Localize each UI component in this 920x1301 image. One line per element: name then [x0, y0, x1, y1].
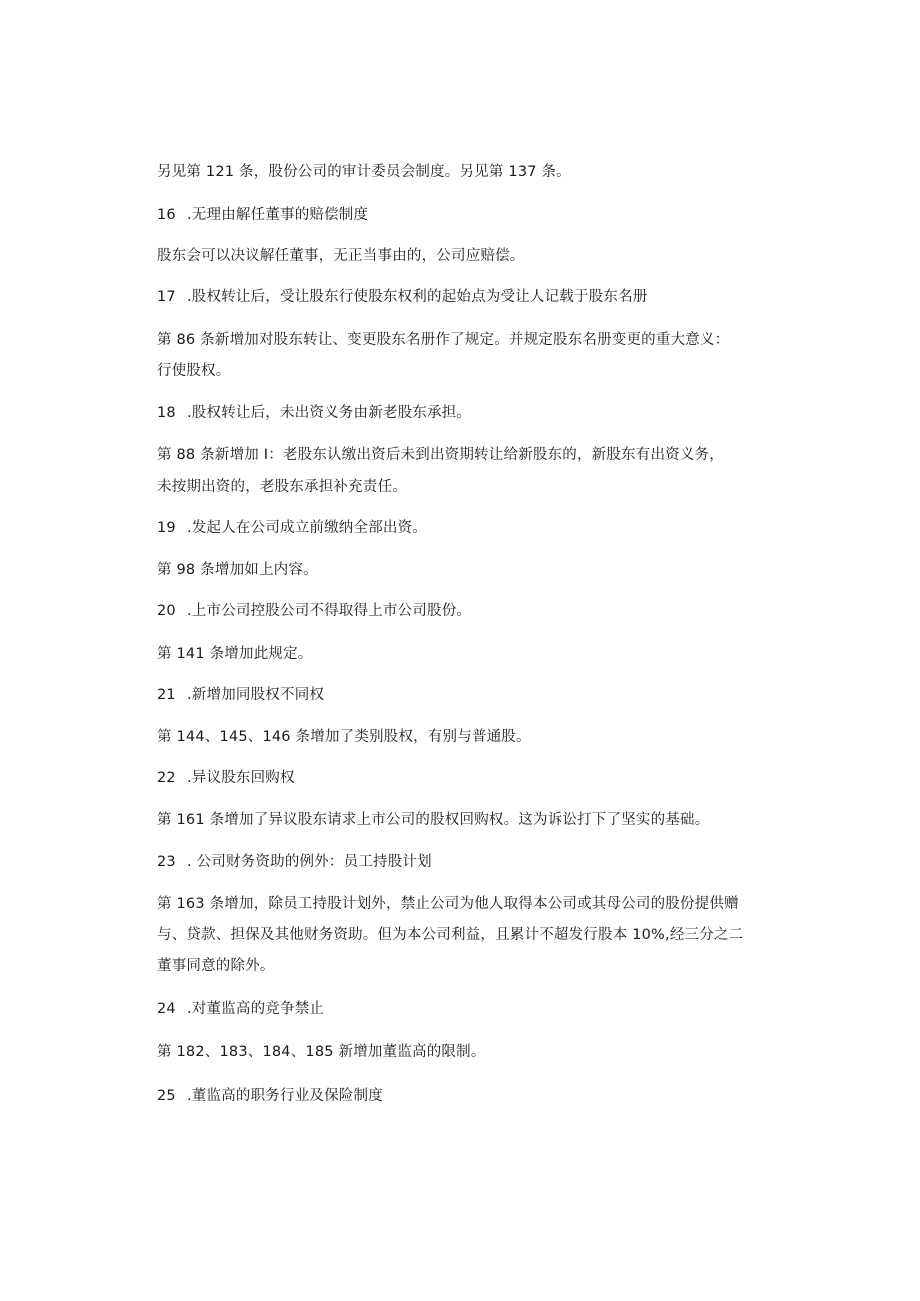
heading-number: 18: [157, 405, 176, 421]
section-heading-21: [157, 685, 324, 705]
section-heading-17: [157, 287, 648, 307]
paragraph-line: 第 88 条新增加 I：老股东认缴出资后未到出资期转让给新股东的，新股东有出资义务，: [157, 447, 724, 463]
heading-number: 17: [157, 289, 176, 305]
heading-number: 24: [157, 1001, 176, 1017]
heading-number: 22: [157, 770, 176, 786]
paragraph-line: 与、贷款、担保及其他财务资助。但为本公司利益，且累计不超发行股本 10%,经三分之二: [157, 927, 744, 943]
paragraph-line: 另见第 121 条，股份公司的审计委员会制度。另见第 137 条。: [157, 164, 571, 180]
paragraph-line: 第 144、145、146 条增加了类别股权，有别与普通股。: [157, 729, 531, 745]
paragraph-line: 第 182、183、184、185 新增加董监高的限制。: [157, 1044, 486, 1060]
document-page: [157, 0, 777, 1301]
heading-number: 23: [157, 854, 176, 870]
section-heading-16: [157, 205, 368, 225]
heading-number: 19: [157, 520, 176, 536]
paragraph-line: 第 86 条新增加对股东转让、变更股东名册作了规定。并规定股东名册变更的重大意义：: [157, 332, 730, 348]
paragraph-line: 股东会可以决议解任董事，无正当事由的，公司应赔偿。: [157, 248, 525, 264]
heading-text: .股权转让后，受让股东行使股东权利的起始点为受让人记载于股东名册: [187, 289, 648, 305]
section-heading-24: [157, 999, 324, 1019]
section-heading-22: [157, 768, 295, 788]
heading-text: .发起人在公司成立前缴纳全部出资。: [187, 520, 428, 536]
heading-text: .上市公司控股公司不得取得上市公司股份。: [187, 603, 472, 619]
paragraph-line: 行使股权。: [157, 363, 231, 379]
heading-number: 25: [157, 1088, 176, 1104]
paragraph-line: 第 161 条增加了异议股东请求上市公司的股权回购权。这为诉讼打下了坚实的基础。: [157, 812, 710, 828]
paragraph-line: 第 141 条增加此规定。: [157, 646, 313, 662]
paragraph-line: 第 163 条增加，除员工持股计划外，禁止公司为他人取得本公司或其母公司的股份提供赠: [157, 896, 739, 912]
heading-text: .董监高的职务行业及保险制度: [187, 1088, 383, 1104]
heading-number: 20: [157, 603, 176, 619]
section-heading-25: [157, 1086, 383, 1106]
heading-text: . 公司财务资助的例外：员工持股计划: [187, 854, 432, 870]
paragraph-line: 董事同意的除外。: [157, 958, 275, 974]
paragraph-line: 未按期出资的，老股东承担补充责任。: [157, 479, 407, 495]
heading-text: .异议股东回购权: [187, 770, 295, 786]
heading-number: 21: [157, 687, 176, 703]
heading-number: 16: [157, 207, 176, 223]
heading-text: .新增加同股权不同权: [187, 687, 325, 703]
section-heading-20: [157, 601, 471, 621]
section-heading-19: [157, 518, 427, 538]
heading-text: .股权转让后，未出资义务由新老股东承担。: [187, 405, 472, 421]
section-heading-23: [157, 852, 432, 872]
heading-text: .无理由解任董事的赔偿制度: [187, 207, 369, 223]
heading-text: .对董监高的竞争禁止: [187, 1001, 325, 1017]
paragraph-line: 第 98 条增加如上内容。: [157, 562, 318, 578]
section-heading-18: [157, 403, 471, 423]
